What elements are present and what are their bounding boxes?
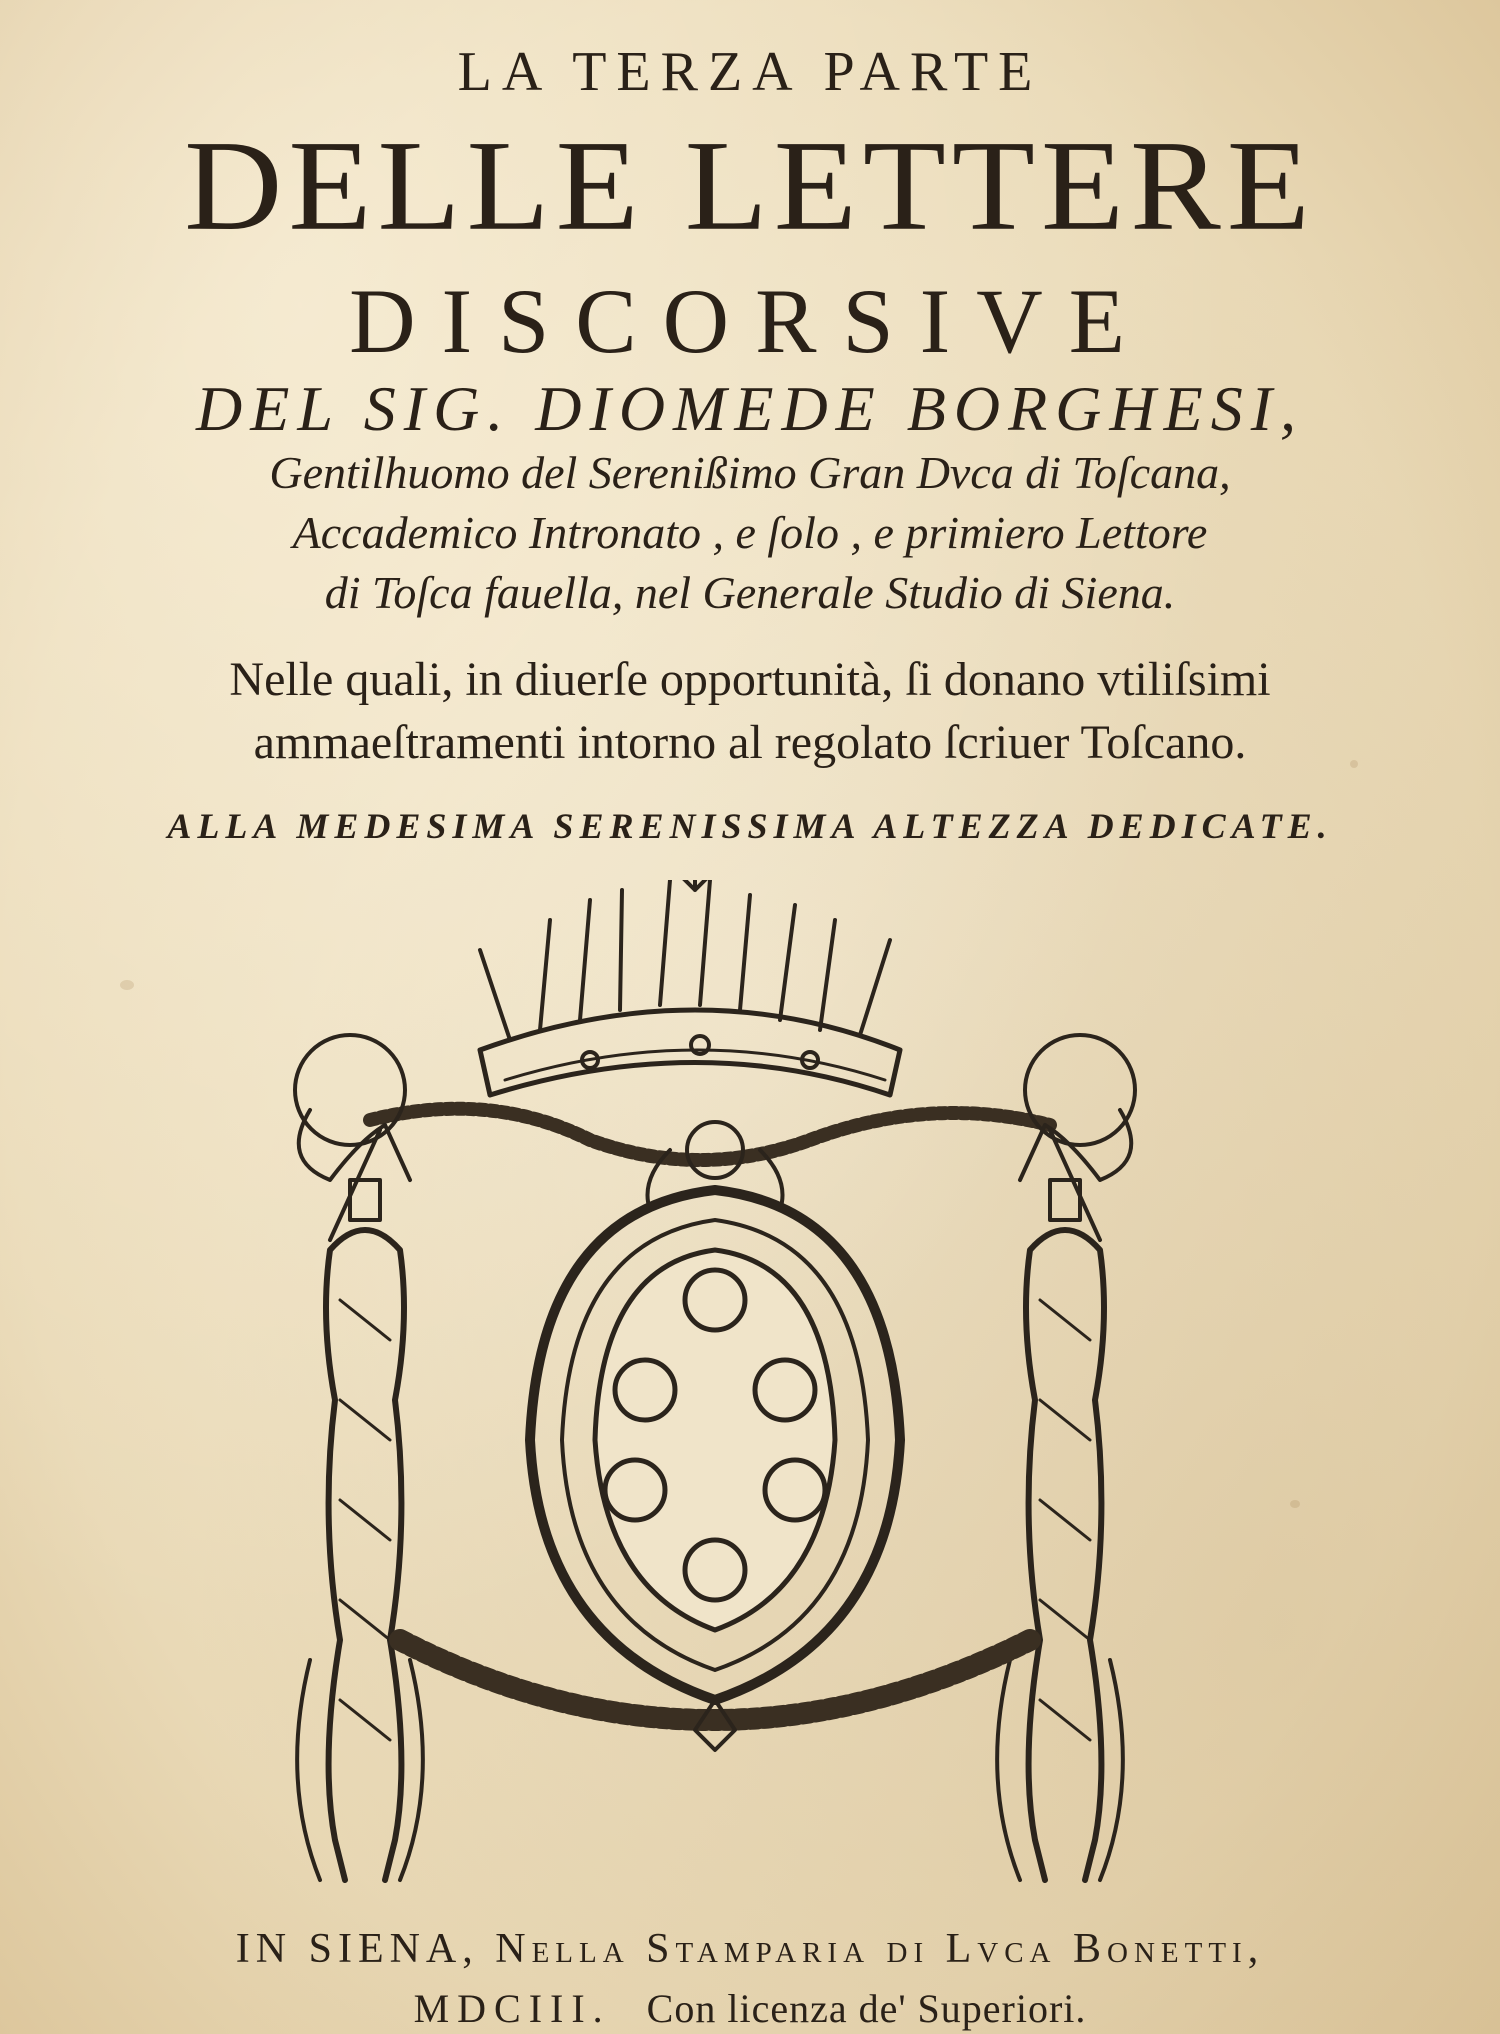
title-line-3: DISCORSIVE — [349, 270, 1151, 372]
dedication-line: ALLA MEDESIMA SERENISSIMA ALTEZZA DEDICATE. — [167, 806, 1333, 846]
imprint-license: Con licenza de' Superiori. — [646, 1986, 1087, 2031]
left-tassel-column — [297, 1180, 423, 1880]
right-tassel-column — [997, 1180, 1123, 1880]
right-ribbon-bow — [1020, 1035, 1135, 1240]
coat-of-arms-emblem — [290, 880, 1140, 1900]
author-role-line-2: Accademico Intronato , e ſolo , e primiero Lettore — [292, 507, 1208, 558]
imprint-year: MDCIII. — [413, 1986, 611, 2031]
author-line: DEL SIG. DIOMEDE BORGHESI, — [196, 373, 1304, 444]
description-line-2: ammaeſtramenti intorno al regolato ſcriuer Toſcano. — [253, 716, 1247, 769]
title-line-1: LA TERZA PARTE — [457, 41, 1043, 103]
author-role-line-1: Gentilhuomo del Serenißimo Gran Dvca di Toſcana, — [269, 447, 1231, 498]
paper-foxing — [1290, 1500, 1300, 1508]
imprint-line-1: IN SIENA, Nella Stamparia di Lvca Bonetti, — [235, 1926, 1265, 1972]
author-role-line-3: di Toſca fauella, nel Generale Studio di Siena. — [324, 567, 1176, 618]
imprint-line-2 — [0, 1985, 1500, 2032]
title-line-2: DELLE LETTERE — [184, 114, 1316, 258]
left-ribbon-bow — [295, 1035, 410, 1240]
crown-icon — [480, 880, 900, 1095]
shield-cartouche — [530, 1190, 900, 1750]
paper-foxing — [120, 980, 134, 990]
cherub-head — [687, 1122, 743, 1178]
description-line-1: Nelle quali, in diuerſe opportunità, ſi donano vtiliſsimi — [229, 653, 1271, 706]
